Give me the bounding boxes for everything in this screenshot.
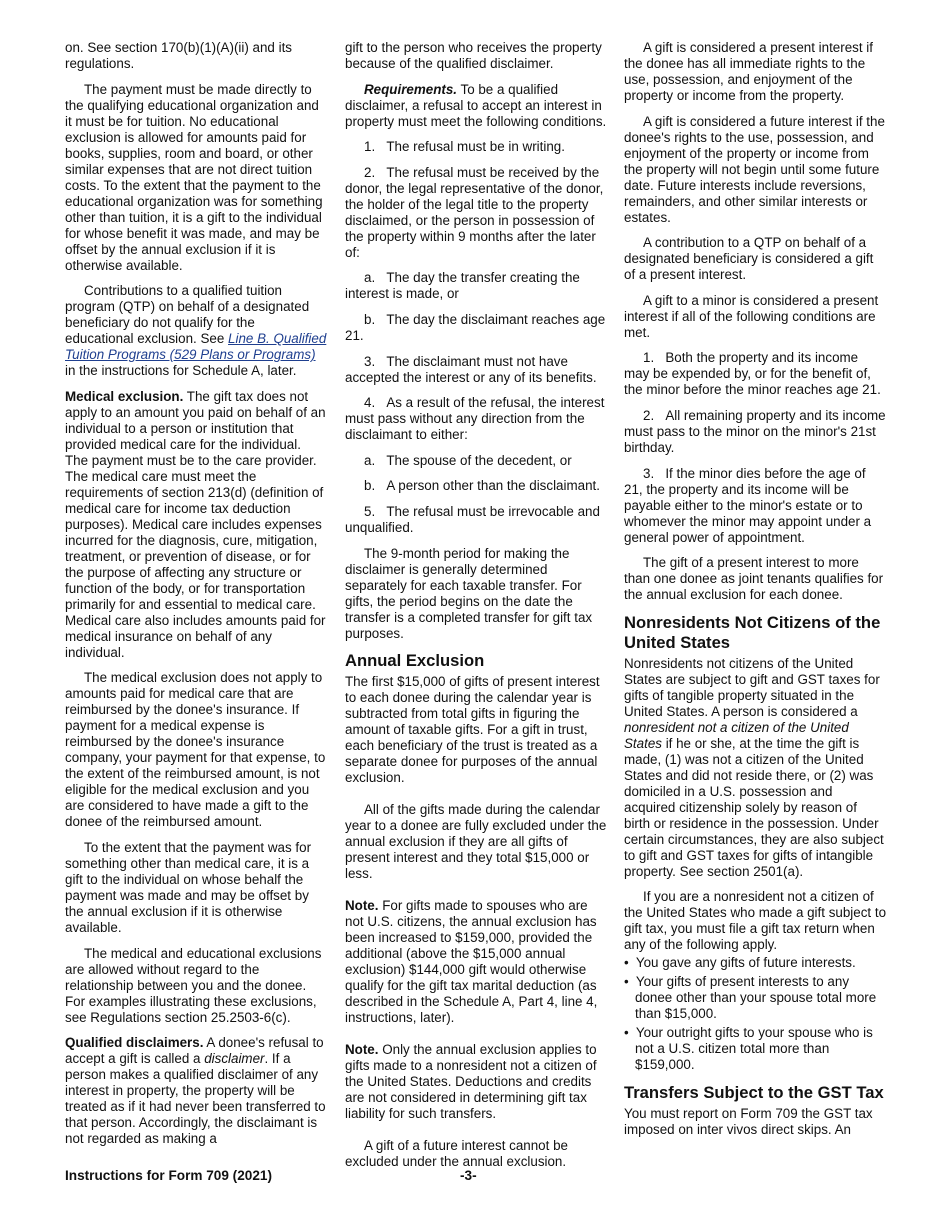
bullet-item: • Your gifts of present interests to any donee other than your spouse total more than $15,000. (624, 974, 877, 1022)
column-1 (65, 40, 327, 1157)
page-number: -3- (460, 1168, 477, 1183)
text: if he or she, at the time the gift is made, (1) was not a citizen of the United States and did not reside there, or (2) was domiciled in a U.S. possession and acquired citizenship solely by reason of birth or residence in the possession. Under certain circumstances, they are also subject to gift and GST taxes for gifts of intangible property. See section 2501(a). (624, 735, 884, 879)
column-3 (624, 40, 886, 1148)
text: Only the annual exclusion applies to gifts made to a nonresident not a citizen of the United States. Deductions and credits are not considered in determining gift tax liability for such transfers. (345, 1042, 597, 1122)
text: A donee's refusal to accept a gift is called a (65, 1035, 324, 1067)
paragraph: The 9-month period for making the disclaimer is generally determined separately for each taxable transfer. For gifts, the period begins on the date the transfer is a completed transfer for gift tax purposes. (345, 545, 593, 641)
list-item: 2. The refusal must be received by the donor, the legal representative of the donor, the holder of the legal title to the property disclaimed, or the person in possession of the property within 9 months after the later of: (345, 164, 604, 260)
section-heading-gst: Transfers Subject to the GST Tax (624, 1083, 884, 1103)
list-item: a. The spouse of the decedent, or (364, 452, 572, 468)
note-label: Note. (345, 1042, 379, 1058)
run-in-heading: Qualified disclaimers. (65, 1035, 204, 1051)
text: The gift tax does not apply to an amount you paid on behalf of an individual to a person or institution that provided medical care for the individual. The payment must be to the care provider. The medical care must meet the requirements of section 213(d) (definition of medical care for income tax deduction purposes). Medical care includes expenses incurred for the diagnosis, cure, mitigation, treatment, or prevention of disease, or for the purpose of affecting any structure or function of the body, or for transportation primarily for and essential to medical care. Medical care also includes amounts paid for medical insurance on behalf of any individual. (65, 388, 326, 660)
qtp-instructions-link[interactable]: Line B. Qualified Tuition Programs (529 Plans or Programs) (65, 331, 327, 363)
text: in the instructions for Schedule A, later. (65, 363, 297, 379)
paragraph: gift to the person who receives the property because of the qualified disclaimer. (345, 40, 602, 71)
bullet-item: • You gave any gifts of future interests. (624, 955, 856, 971)
text: Nonresidents not citizens of the United States are subject to gift and GST taxes for gifts of tangible property situated in the United States. A person is considered a (624, 655, 880, 719)
paragraph (65, 1035, 327, 1147)
text: For gifts made to spouses who are not U.S. citizens, the annual exclusion has been increased to $159,000, provided the additional (above the $15,000 annual exclusion) $144,000 gift would otherwise qualify for the gift tax marital deduction (as described in the Schedule A, Part 4, line 4, instructions, later). (345, 898, 598, 1026)
note-label: Note. (345, 898, 379, 914)
list-item: a. The day the transfer creating the interest is made, or (345, 270, 580, 302)
list-item: b. The day the disclaimant reaches age 21. (345, 311, 606, 343)
paragraph: A gift of a future interest cannot be excluded under the annual exclusion. (345, 1138, 568, 1170)
paragraph: A gift to a minor is considered a present interest if all of the following conditions are met. (624, 292, 879, 340)
run-in-heading: Requirements. (364, 81, 458, 97)
note (345, 1042, 607, 1122)
paragraph: All of the gifts made during the calendar year to a donee are fully excluded under the annual exclusion if they are all gifts of present interest and they total $15,000 or less. (345, 802, 607, 882)
run-in-heading: Medical exclusion. (65, 388, 184, 404)
paragraph: To the extent that the payment was for something other than medical care, it is a gift to the individual on whose behalf the payment was made and may be offset by the annual exclusion if it is otherwise available. (65, 839, 312, 935)
paragraph: A contribution to a QTP on behalf of a designated beneficiary is considered a gift of a present interest. (624, 235, 874, 283)
bullet-item: • Your outright gifts to your spouse who is not a U.S. citizen total more than $159,000. (624, 1025, 873, 1073)
footer-title: Instructions for Form 709 (2021) (65, 1168, 272, 1183)
list-item: 3. If the minor dies before the age of 21, the property and its income will be payable either to the minor's estate or to whomever the minor may appoint under a general power of appointment. (624, 465, 872, 545)
paragraph: The medical exclusion does not apply to amounts paid for medical care that are reimbursed by the donee's insurance. If payment for a medical expense is reimbursed by the donee's insurance company, your payment for that expense, to the extent of the reimbursed amount, is not eligible for the medical exclusion and you are considered to have made a gift to the donee of the reimbursed amount. (65, 670, 326, 830)
note (345, 898, 607, 1026)
list-item: 2. All remaining property and its income must pass to the minor on the minor's 21st birthday. (624, 407, 886, 455)
emphasis: nonresident not a citizen of the United States (624, 719, 849, 751)
list-item: 3. The disclaimant must not have accepted the interest or any of its benefits. (345, 353, 597, 385)
paragraph: You must report on Form 709 the GST tax imposed on inter vivos direct skips. An (624, 1106, 873, 1138)
list-item: 1. The refusal must be in writing. (364, 139, 565, 155)
list-item: 1. Both the property and its income may be expended by, or for the benefit of, the minor before the minor reaches age 21. (624, 350, 881, 398)
paragraph (65, 283, 327, 379)
paragraph (345, 82, 607, 130)
paragraph: A gift is considered a present interest if the donee has all immediate rights to the use, possession, and enjoyment of the property or income from the property. (624, 40, 873, 103)
text: To be a qualified disclaimer, a refusal to accept an interest in property must meet the following conditions. (345, 81, 607, 129)
paragraph: on. See section 170(b)(1)(A)(ii) and its regulations. (65, 40, 292, 71)
section-heading-annual-exclusion: Annual Exclusion (345, 651, 485, 671)
paragraph: The medical and educational exclusions are allowed without regard to the relationship between you and the donee. For examples illustrating these exclusions, see Regulations section 25.2503-6(c). (65, 945, 322, 1025)
paragraph: The gift of a present interest to more than one donee as joint tenants qualifies for the annual exclusion for each donee. (624, 555, 884, 603)
paragraph: The payment must be made directly to the qualifying educational organization and it must be for tuition. No educational exclusion is allowed for amounts paid for books, supplies, room and board, or other similar expenses that are not direct tuition costs. To the extent that the payment to the educational organization was for something other than tuition, it is a gift to the individual for whose benefit it was made, and may be offset by the annual exclusion if it is otherwise available. (65, 81, 323, 273)
paragraph: A gift is considered a future interest if the donee's rights to the use, possession, and enjoyment of the property or income from the property will not begin until some future date. Future interests include reversions, remainders, and other similar interests or estates. (624, 113, 885, 225)
list-item: 4. As a result of the refusal, the interest must pass without any direction from the disclaimant to either: (345, 395, 605, 443)
column-2 (345, 40, 607, 1180)
paragraph (624, 656, 886, 880)
text: Contributions to a qualified tuition program (QTP) on behalf of a designated beneficiary do not qualify for the educational exclusion. See (65, 283, 310, 347)
section-heading-nonresidents: Nonresidents Not Citizens of the United States (624, 612, 881, 652)
list-item: 5. The refusal must be irrevocable and unqualified. (345, 503, 600, 535)
emphasis: disclaimer (204, 1051, 265, 1067)
paragraph: If you are a nonresident not a citizen of the United States who made a gift subject to gift tax, you must file a gift tax return when any of the following apply. (624, 889, 887, 953)
text: . If a person makes a qualified disclaimer of any interest in property, the property will be treated as if it had never been transferred to that person. Accordingly, the disclaimant is not regarded as making a (65, 1051, 326, 1147)
paragraph (65, 389, 327, 661)
paragraph: The first $15,000 of gifts of present interest to each donee during the calendar year is subtracted from total gifts in figuring the amount of taxable gifts. For a gift in trust, each beneficiary of the trust is treated as a separate donee for purposes of the annual exclusion. (345, 674, 600, 786)
list-item: b. A person other than the disclaimant. (364, 478, 600, 494)
